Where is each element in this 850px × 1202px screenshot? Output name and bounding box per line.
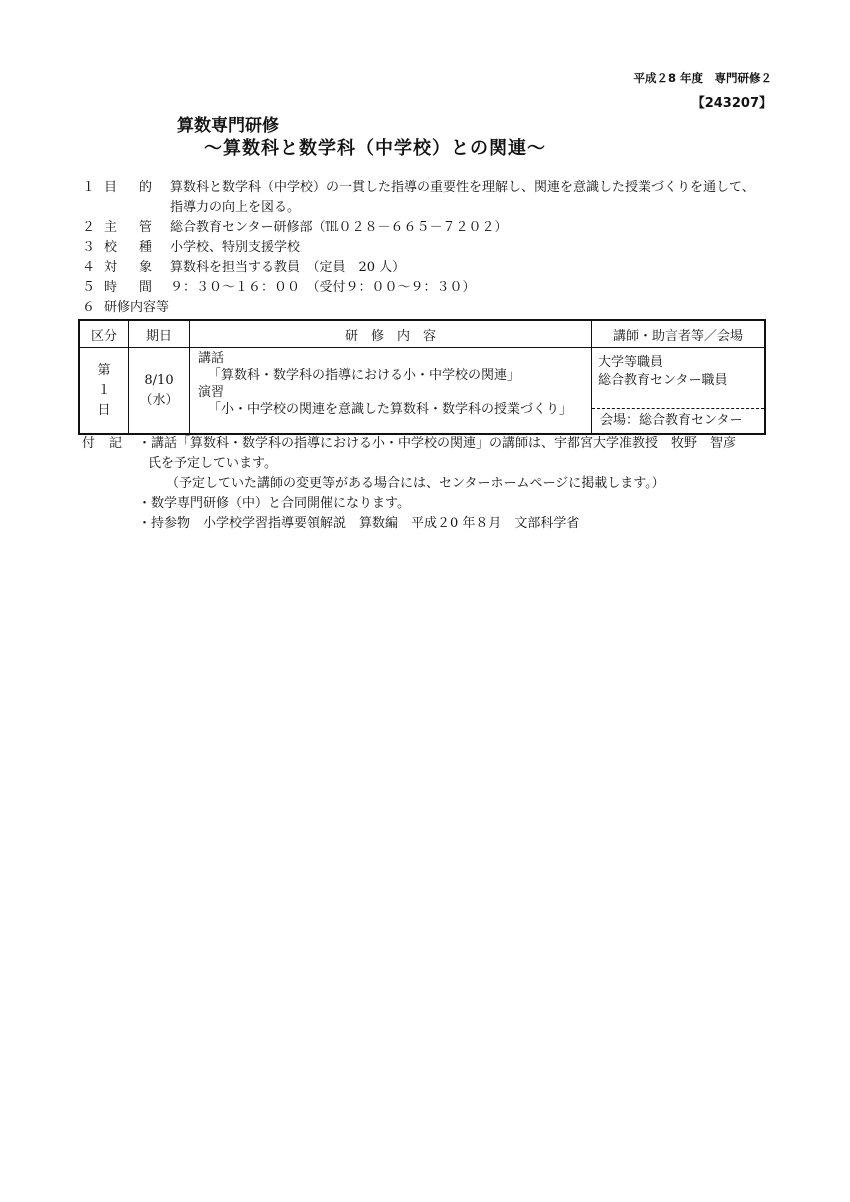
item-number: ４ [82, 260, 96, 275]
page-subtitle: ～算数科と数学科（中学校）との関連～ [204, 138, 546, 159]
date-value: 8/10 [144, 372, 174, 388]
item-value: 総合教育センター研修部（℡０２８－６６５－７２０２） [170, 220, 508, 235]
table-row [79, 348, 765, 435]
item-label: 主 管 [104, 220, 152, 235]
item-list [82, 178, 772, 318]
content-cell [190, 348, 592, 435]
notes-label: 付 記 [82, 436, 122, 451]
item-number: ５ [82, 280, 96, 295]
item-number: ３ [82, 240, 96, 255]
instructor-2: 総合教育センター職員 [598, 373, 728, 388]
list-item [82, 258, 772, 278]
date-cell [129, 348, 190, 435]
column-header-division: 区分 [79, 320, 129, 348]
note-item: ・講話「算数科・数学科の指導における小・中学校の関連」の講師は、宇都宮大学准教授 牧野 智彦 [138, 436, 737, 451]
exercise-label: 演習 [198, 385, 225, 400]
instructor-cell [592, 348, 766, 435]
header-year-program: 平成２8 年度 専門研修２ [633, 71, 772, 85]
item-value: ９：３０～１６：００ （受付９：００～９：３０） [170, 280, 476, 295]
schedule-table [78, 319, 766, 435]
item-label: 研修内容等 [104, 300, 170, 315]
item-label: 対 象 [104, 260, 152, 275]
item-value-cont: 指導力の向上を図る。 [170, 200, 301, 215]
list-item [82, 218, 772, 238]
lecture-label: 講話 [198, 351, 225, 366]
lecture-title: 「算数科・数学科の指導における小・中学校の関連」 [208, 368, 521, 383]
item-value: 算数科と数学科（中学校）の一貫した指導の重要性を理解し、関連を意識した授業づくりを通して、 [170, 180, 755, 195]
instructor-1: 大学等職員 [598, 355, 664, 370]
note-item-paren: （予定していた講師の変更等がある場合には、センターホームページに掲載します。） [166, 476, 665, 491]
item-value: 算数科を担当する教員 （定員 20 人） [170, 260, 406, 275]
note-item: ・持参物 小学校学習指導要領解説 算数編 平成２0 年８月 文部科学省 [138, 516, 580, 531]
column-header-content: 研 修 内 容 [190, 320, 592, 348]
note-item-cont: 氏を予定しています。 [148, 456, 277, 471]
notes-section [82, 434, 772, 534]
list-item [82, 278, 772, 298]
item-label: 時 間 [104, 280, 152, 295]
table-header-row [79, 320, 765, 348]
item-value: 小学校、特別支援学校 [170, 240, 301, 255]
list-item [82, 178, 772, 198]
header-code: 【243207】 [691, 96, 772, 111]
item-number: ２ [82, 220, 96, 235]
column-header-instructor: 講師・助言者等／会場 [592, 320, 766, 348]
list-item [82, 238, 772, 258]
item-label: 校 種 [104, 240, 152, 255]
list-item [82, 298, 772, 318]
venue: 会場：総合教育センター [592, 408, 764, 433]
list-item-continuation [82, 198, 772, 218]
column-header-date: 期日 [129, 320, 190, 348]
item-number: １ [82, 180, 96, 195]
item-number: ６ [82, 300, 96, 315]
note-item: ・数学専門研修（中）と合同開催になります。 [138, 496, 410, 511]
weekday-value: （水） [139, 392, 179, 408]
exercise-title: 「小・中学校の関連を意識した算数科・数学科の授業づくり」 [208, 402, 573, 417]
item-label: 目 的 [104, 180, 152, 195]
page-title: 算数専門研修 [177, 116, 279, 136]
day-cell: 第 １ 日 [79, 348, 129, 435]
